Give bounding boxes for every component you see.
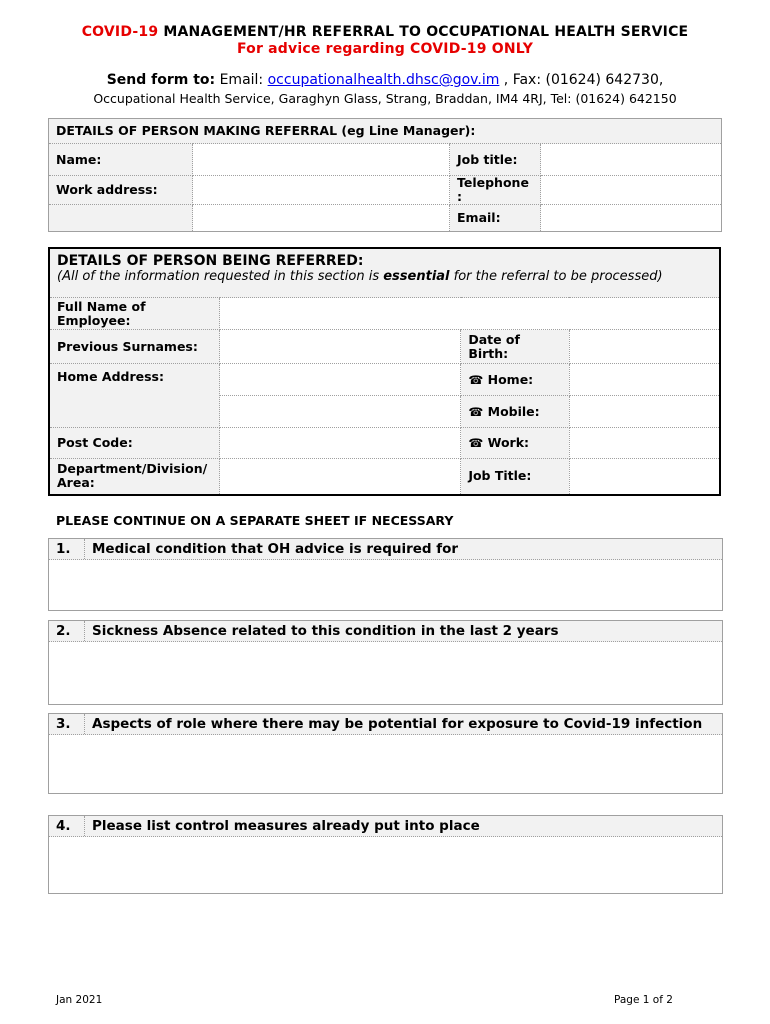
referrer-name-row bbox=[49, 144, 722, 176]
referrer-email-field[interactable] bbox=[541, 205, 722, 232]
referrer-work-address-input-2[interactable] bbox=[200, 210, 442, 227]
referred-heading: DETAILS OF PERSON BEING REFERRED: bbox=[57, 253, 364, 269]
prev-surnames-input[interactable] bbox=[227, 338, 453, 355]
referred-note-bold: essential bbox=[383, 269, 450, 284]
referrer-heading-row bbox=[49, 119, 722, 144]
fax-text: , Fax: (01624) 642730, bbox=[499, 72, 664, 88]
form-title-covid: COVID-19 bbox=[81, 24, 159, 40]
referrer-work-address-field[interactable] bbox=[193, 176, 450, 205]
full-name-input[interactable] bbox=[227, 305, 712, 322]
home-address-input-2[interactable] bbox=[227, 403, 453, 420]
work-address-label: Work address: bbox=[49, 176, 193, 205]
question-2-answer-area[interactable] bbox=[49, 642, 722, 704]
dob-input[interactable] bbox=[577, 338, 712, 355]
department-row bbox=[49, 459, 720, 495]
referrer-job-title-field[interactable] bbox=[541, 144, 722, 176]
home-phone-label: Home: bbox=[487, 371, 534, 387]
referrer-email-row bbox=[49, 205, 722, 232]
home-address-input-1[interactable] bbox=[227, 371, 453, 388]
work-phone-label: Work: bbox=[487, 435, 530, 450]
address-continued-label bbox=[49, 205, 193, 232]
referrer-details-table bbox=[48, 118, 722, 232]
telephone-label: Telephone : bbox=[450, 176, 541, 205]
question-2-box bbox=[48, 620, 723, 705]
question-1-text: Medical condition that OH advice is required for bbox=[92, 541, 459, 557]
mobile-phone-input[interactable] bbox=[577, 403, 712, 420]
question-3-answer[interactable] bbox=[49, 735, 722, 793]
question-4-box bbox=[48, 815, 723, 894]
question-1-answer-area[interactable] bbox=[49, 560, 722, 610]
referred-note-post: for the referral to be processed) bbox=[449, 269, 663, 284]
referrer-job-title-input[interactable] bbox=[548, 151, 714, 168]
post-code-row bbox=[49, 428, 720, 459]
form-title-rest: MANAGEMENT/HR REFERRAL TO OCCUPATIONAL HEALTH SERVICE bbox=[158, 24, 689, 40]
question-2-header bbox=[49, 621, 722, 642]
referrer-heading: DETAILS OF PERSON MAKING REFERRAL (eg Line Manager): bbox=[49, 119, 722, 144]
phone-icon: ☎ bbox=[468, 436, 484, 450]
mobile-phone-label-cell bbox=[461, 396, 569, 428]
prev-surnames-label: Previous Surnames: bbox=[49, 330, 220, 364]
referred-note bbox=[57, 269, 712, 285]
referred-note-pre: (All of the information requested in this section is bbox=[57, 269, 384, 284]
dob-label: Date of Birth: bbox=[461, 330, 569, 364]
home-address-label: Home Address: bbox=[49, 364, 220, 428]
work-phone-input[interactable] bbox=[577, 435, 712, 452]
referrer-email-input[interactable] bbox=[548, 210, 714, 227]
referred-job-title-label: Job Title: bbox=[461, 459, 569, 495]
prev-surnames-field[interactable] bbox=[220, 330, 461, 364]
referred-heading-row bbox=[49, 248, 720, 298]
referrer-telephone-field[interactable] bbox=[541, 176, 722, 205]
question-1-number: 1. bbox=[49, 539, 85, 559]
question-4-text: Please list control measures already put into place bbox=[92, 818, 480, 834]
question-1-answer[interactable] bbox=[49, 560, 722, 610]
referrer-telephone-input[interactable] bbox=[548, 182, 714, 199]
question-4-number: 4. bbox=[49, 816, 85, 836]
form-title bbox=[0, 24, 770, 41]
work-phone-label-cell bbox=[461, 428, 569, 459]
dob-field[interactable] bbox=[569, 330, 720, 364]
home-address-field-1[interactable] bbox=[220, 364, 461, 396]
home-address-field-2[interactable] bbox=[220, 396, 461, 428]
footer-page-number: Page 1 of 2 bbox=[614, 994, 673, 1006]
send-instructions bbox=[0, 72, 770, 89]
question-1-header bbox=[49, 539, 722, 560]
home-phone-label-cell bbox=[461, 364, 569, 396]
home-address-row bbox=[49, 364, 720, 396]
question-1-box bbox=[48, 538, 723, 611]
phone-icon: ☎ bbox=[468, 372, 484, 387]
full-name-row bbox=[49, 298, 720, 330]
surnames-row bbox=[49, 330, 720, 364]
department-field[interactable] bbox=[220, 459, 461, 495]
footer-date: Jan 2021 bbox=[56, 994, 103, 1006]
question-3-number: 3. bbox=[49, 714, 85, 734]
referrer-work-address-field-2[interactable] bbox=[193, 205, 450, 232]
home-phone-field[interactable] bbox=[569, 364, 720, 396]
question-2-number: 2. bbox=[49, 621, 85, 641]
post-code-input[interactable] bbox=[227, 435, 453, 452]
question-3-header bbox=[49, 714, 722, 735]
post-code-label: Post Code: bbox=[49, 428, 220, 459]
service-address: Occupational Health Service, Garaghyn Glass, Strang, Braddan, IM4 4RJ, Tel: (01624) 642150 bbox=[93, 91, 677, 106]
question-3-box bbox=[48, 713, 723, 794]
send-label: Send form to: bbox=[106, 72, 216, 88]
referred-job-title-input[interactable] bbox=[577, 468, 712, 485]
referred-job-title-field[interactable] bbox=[569, 459, 720, 495]
mobile-phone-field[interactable] bbox=[569, 396, 720, 428]
referrer-address-row bbox=[49, 176, 722, 205]
question-3-text: Aspects of role where there may be potential for exposure to Covid-19 infection bbox=[92, 716, 703, 732]
work-phone-field[interactable] bbox=[569, 428, 720, 459]
question-2-answer[interactable] bbox=[49, 642, 722, 704]
email-label: Email: bbox=[450, 205, 541, 232]
name-label: Name: bbox=[49, 144, 193, 176]
referrer-name-field[interactable] bbox=[193, 144, 450, 176]
question-3-answer-area[interactable] bbox=[49, 735, 722, 793]
referred-heading-cell bbox=[49, 248, 720, 298]
post-code-field[interactable] bbox=[220, 428, 461, 459]
referrer-work-address-input[interactable] bbox=[200, 182, 442, 199]
referred-details-table bbox=[48, 247, 721, 496]
form-subtitle: For advice regarding COVID-19 ONLY bbox=[236, 41, 534, 57]
question-4-answer-area[interactable] bbox=[49, 837, 722, 893]
department-input[interactable] bbox=[227, 468, 453, 485]
question-4-answer[interactable] bbox=[49, 837, 722, 893]
job-title-label: Job title: bbox=[450, 144, 541, 176]
home-phone-input[interactable] bbox=[577, 371, 712, 388]
email-label: Email: bbox=[215, 72, 268, 88]
question-4-header bbox=[49, 816, 722, 837]
email-link[interactable]: occupationalhealth.dhsc@gov.im bbox=[267, 72, 500, 88]
full-name-label: Full Name of Employee: bbox=[49, 298, 220, 330]
department-label: Department/Division/ Area: bbox=[49, 459, 220, 495]
continue-note: PLEASE CONTINUE ON A SEPARATE SHEET IF NECESSARY bbox=[56, 513, 454, 528]
full-name-field[interactable] bbox=[220, 298, 720, 330]
phone-icon: ☎ bbox=[468, 404, 484, 419]
form-header bbox=[0, 24, 770, 107]
question-2-text: Sickness Absence related to this condition in the last 2 years bbox=[92, 623, 559, 639]
mobile-phone-label: Mobile: bbox=[487, 403, 540, 419]
referrer-name-input[interactable] bbox=[200, 151, 442, 168]
